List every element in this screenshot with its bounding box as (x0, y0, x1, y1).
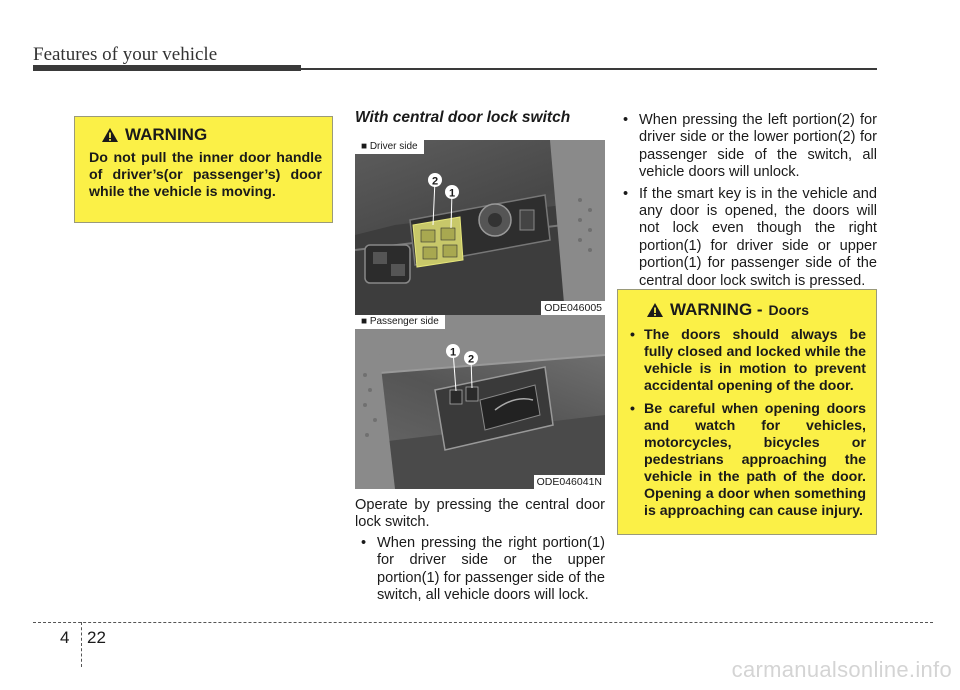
passenger-side-photo (355, 315, 605, 489)
warning-title: WARNING (125, 125, 208, 144)
photo-code-driver: ODE046005 (541, 301, 605, 315)
list-item: • Be careful when opening doors and watch for vehicles, motorcycles, bicycles or pedestrians approaching the vehicle in the path of the door. Opening a door when something is approaching can cause injury. (628, 401, 866, 520)
photo-label-driver: ■ Driver side (355, 140, 424, 154)
header-rule-thin (301, 68, 877, 70)
unlock-bullet-list (617, 112, 877, 294)
section-number: 4 (60, 628, 70, 647)
warning-text: Do not pull the inner door handle of driver’s(or passenger’s) door while the vehicle is moving. (89, 150, 322, 200)
warning-triangle-icon (101, 127, 119, 143)
passenger-door-switch-illustration (355, 315, 605, 489)
warning-box-doors (617, 289, 877, 535)
page-number: 22 (87, 628, 106, 647)
operation-intro-text: Operate by pressing the central door lock switch. (355, 497, 605, 531)
driver-door-switch-illustration (355, 140, 605, 315)
list-item: • The doors should always be fully closed and locked while the vehicle is in motion to prevent accidental opening of the door. (628, 327, 866, 395)
marker-1: 1 (448, 187, 456, 200)
marker-2: 2 (431, 175, 439, 188)
photo-code-passenger: ODE046041N (534, 475, 605, 489)
warning-heading (646, 300, 866, 320)
warning-subtitle: Doors (768, 302, 809, 318)
header-rule-thick (33, 65, 301, 71)
warning-title: WARNING - (670, 300, 763, 319)
photo-label-passenger: ■ Passenger side (355, 315, 445, 329)
section-title: With central door lock switch (355, 109, 571, 126)
list-item: • When pressing the right portion(1) for driver side or the upper portion(1) for passenger side of the switch, all vehicle doors will lock. (355, 535, 605, 605)
list-item: • When pressing the left portion(2) for driver side or the lower portion(2) for passenger side of the switch, all vehicle doors will unlock. (617, 112, 877, 182)
warning-triangle-icon (646, 302, 664, 318)
marker-2: 2 (467, 353, 475, 366)
list-item: • If the smart key is in the vehicle and any door is opened, the doors will not lock even though the right portion(1) for driver side or upper portion(1) for passenger side of the central door lock switch is pressed. (617, 186, 877, 290)
warning-heading (101, 125, 322, 145)
footer-divider (33, 622, 933, 623)
header-title: Features of your vehicle (33, 44, 218, 65)
driver-side-photo (355, 140, 605, 315)
operation-bullet-list (355, 535, 605, 609)
watermark: carmanualsonline.info (731, 657, 952, 682)
warning-box-door-handle (74, 116, 333, 223)
footer-vertical-divider (81, 622, 82, 667)
marker-1: 1 (449, 346, 457, 359)
warning-item-list (628, 327, 866, 520)
